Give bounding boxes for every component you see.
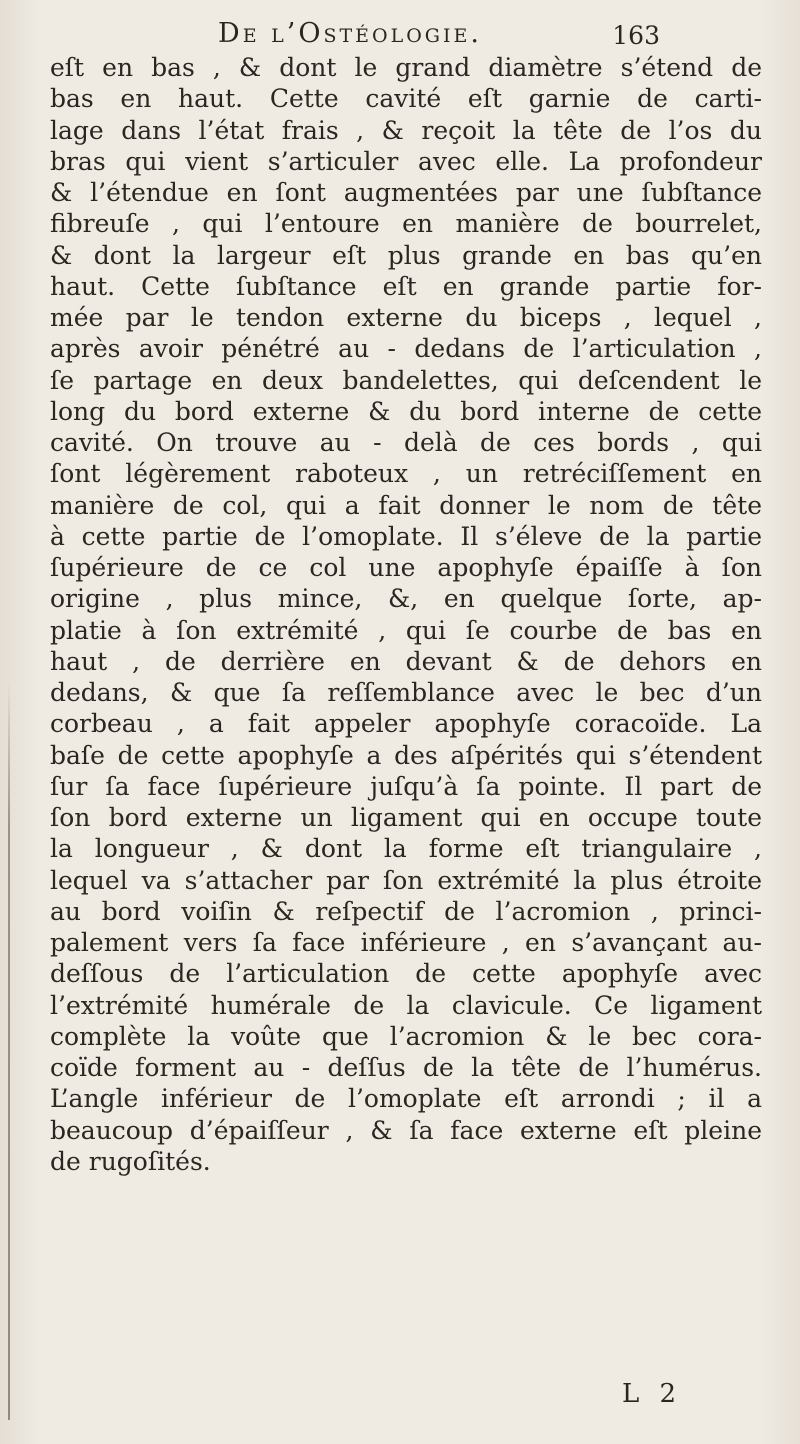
text-line: à cette partie de l’omoplate. Il s’éleve de la partie xyxy=(50,521,762,551)
text-line: haut , de derrière en devant & de dehors en xyxy=(50,646,762,676)
text-line: eſt en bas , & dont le grand diamètre s’étend de xyxy=(50,53,762,82)
text-line: l’extrémité humérale de la clavicule. Ce ligament xyxy=(50,990,762,1020)
text-line: deſſous de l’articulation de cette apophyſe avec xyxy=(50,959,762,989)
text-line: corbeau , a fait appeler apophyſe coracoïde. La xyxy=(50,709,762,739)
text-line: ſont légèrement raboteux , un retréciſſement en xyxy=(50,459,762,489)
text-line: ſe partage en deux bandelettes, qui deſcendent le xyxy=(50,365,762,395)
text-line: fibreuſe , qui l’entoure en manière de bourrelet, xyxy=(50,209,762,239)
text-line: coïde forment au - deſſus de la tête de l’humérus. xyxy=(50,1053,762,1082)
page-number: 163 xyxy=(612,21,660,50)
text-line: baſe de cette apophyſe a des aſpérités qui s’étendent xyxy=(50,740,762,770)
text-line: & l’étendue en ſont augmentées par une ſubſtance xyxy=(50,178,762,207)
text-line: bas en haut. Cette cavité eſt garnie de carti- xyxy=(50,84,762,114)
text-line: de rugoſités. xyxy=(50,1146,211,1176)
text-line: ſupérieure de ce col une apophyſe épaiſſe à ſon xyxy=(50,553,762,582)
text-line: lage dans l’état frais , & reçoit la tête de l’os du xyxy=(50,115,762,145)
text-line: dedans, & que ſa reſſemblance avec le bec d’un xyxy=(50,678,762,707)
running-head-title: De l’Ostéologie. xyxy=(218,18,482,49)
signature-mark: L 2 xyxy=(622,1379,683,1409)
text-line: bras qui vient s’articuler avec elle. La profondeur xyxy=(50,146,762,176)
text-line: après avoir pénétré au - dedans de l’articulation , xyxy=(50,334,762,364)
text-line: beaucoup d’épaiſſeur , & ſa face externe eſt pleine xyxy=(50,1115,762,1145)
text-line: mée par le tendon externe du biceps , lequel , xyxy=(50,303,762,332)
text-line: lequel va s’attacher par ſon extrémité la plus étroite xyxy=(50,865,762,895)
text-line: ſon bord externe un ligament qui en occupe toute xyxy=(50,803,762,832)
text-line: palement vers ſa face inférieure , en s’avançant au- xyxy=(50,928,762,957)
text-line: origine , plus mince, &, en quelque ſorte, ap- xyxy=(50,584,762,614)
page-edge-shadow xyxy=(8,680,10,1420)
running-head xyxy=(120,16,660,52)
text-line: haut. Cette ſubſtance eſt en grande partie for- xyxy=(50,271,762,301)
text-line: cavité. On trouve au - delà de ces bords , qui xyxy=(50,428,762,457)
body-text xyxy=(50,52,762,1177)
text-line: la longueur , & dont la forme eſt triangulaire , xyxy=(50,834,762,864)
text-line: platie à ſon extrémité , qui ſe courbe de bas en xyxy=(50,615,762,645)
text-line: ſur ſa face ſupérieure juſqu’à ſa pointe. Il part de xyxy=(50,771,762,801)
text-line: complète la voûte que l’acromion & le bec cora- xyxy=(50,1021,762,1051)
text-line: au bord voiſin & reſpectif de l’acromion , princi- xyxy=(50,896,762,926)
text-line: long du bord externe & du bord interne de cette xyxy=(50,396,762,426)
text-line: & dont la largeur eſt plus grande en bas qu’en xyxy=(50,240,762,270)
text-line: L’angle inférieur de l’omoplate eſt arrondi ; il a xyxy=(50,1084,762,1114)
text-line: manière de col, qui a fait donner le nom de tête xyxy=(50,490,762,520)
